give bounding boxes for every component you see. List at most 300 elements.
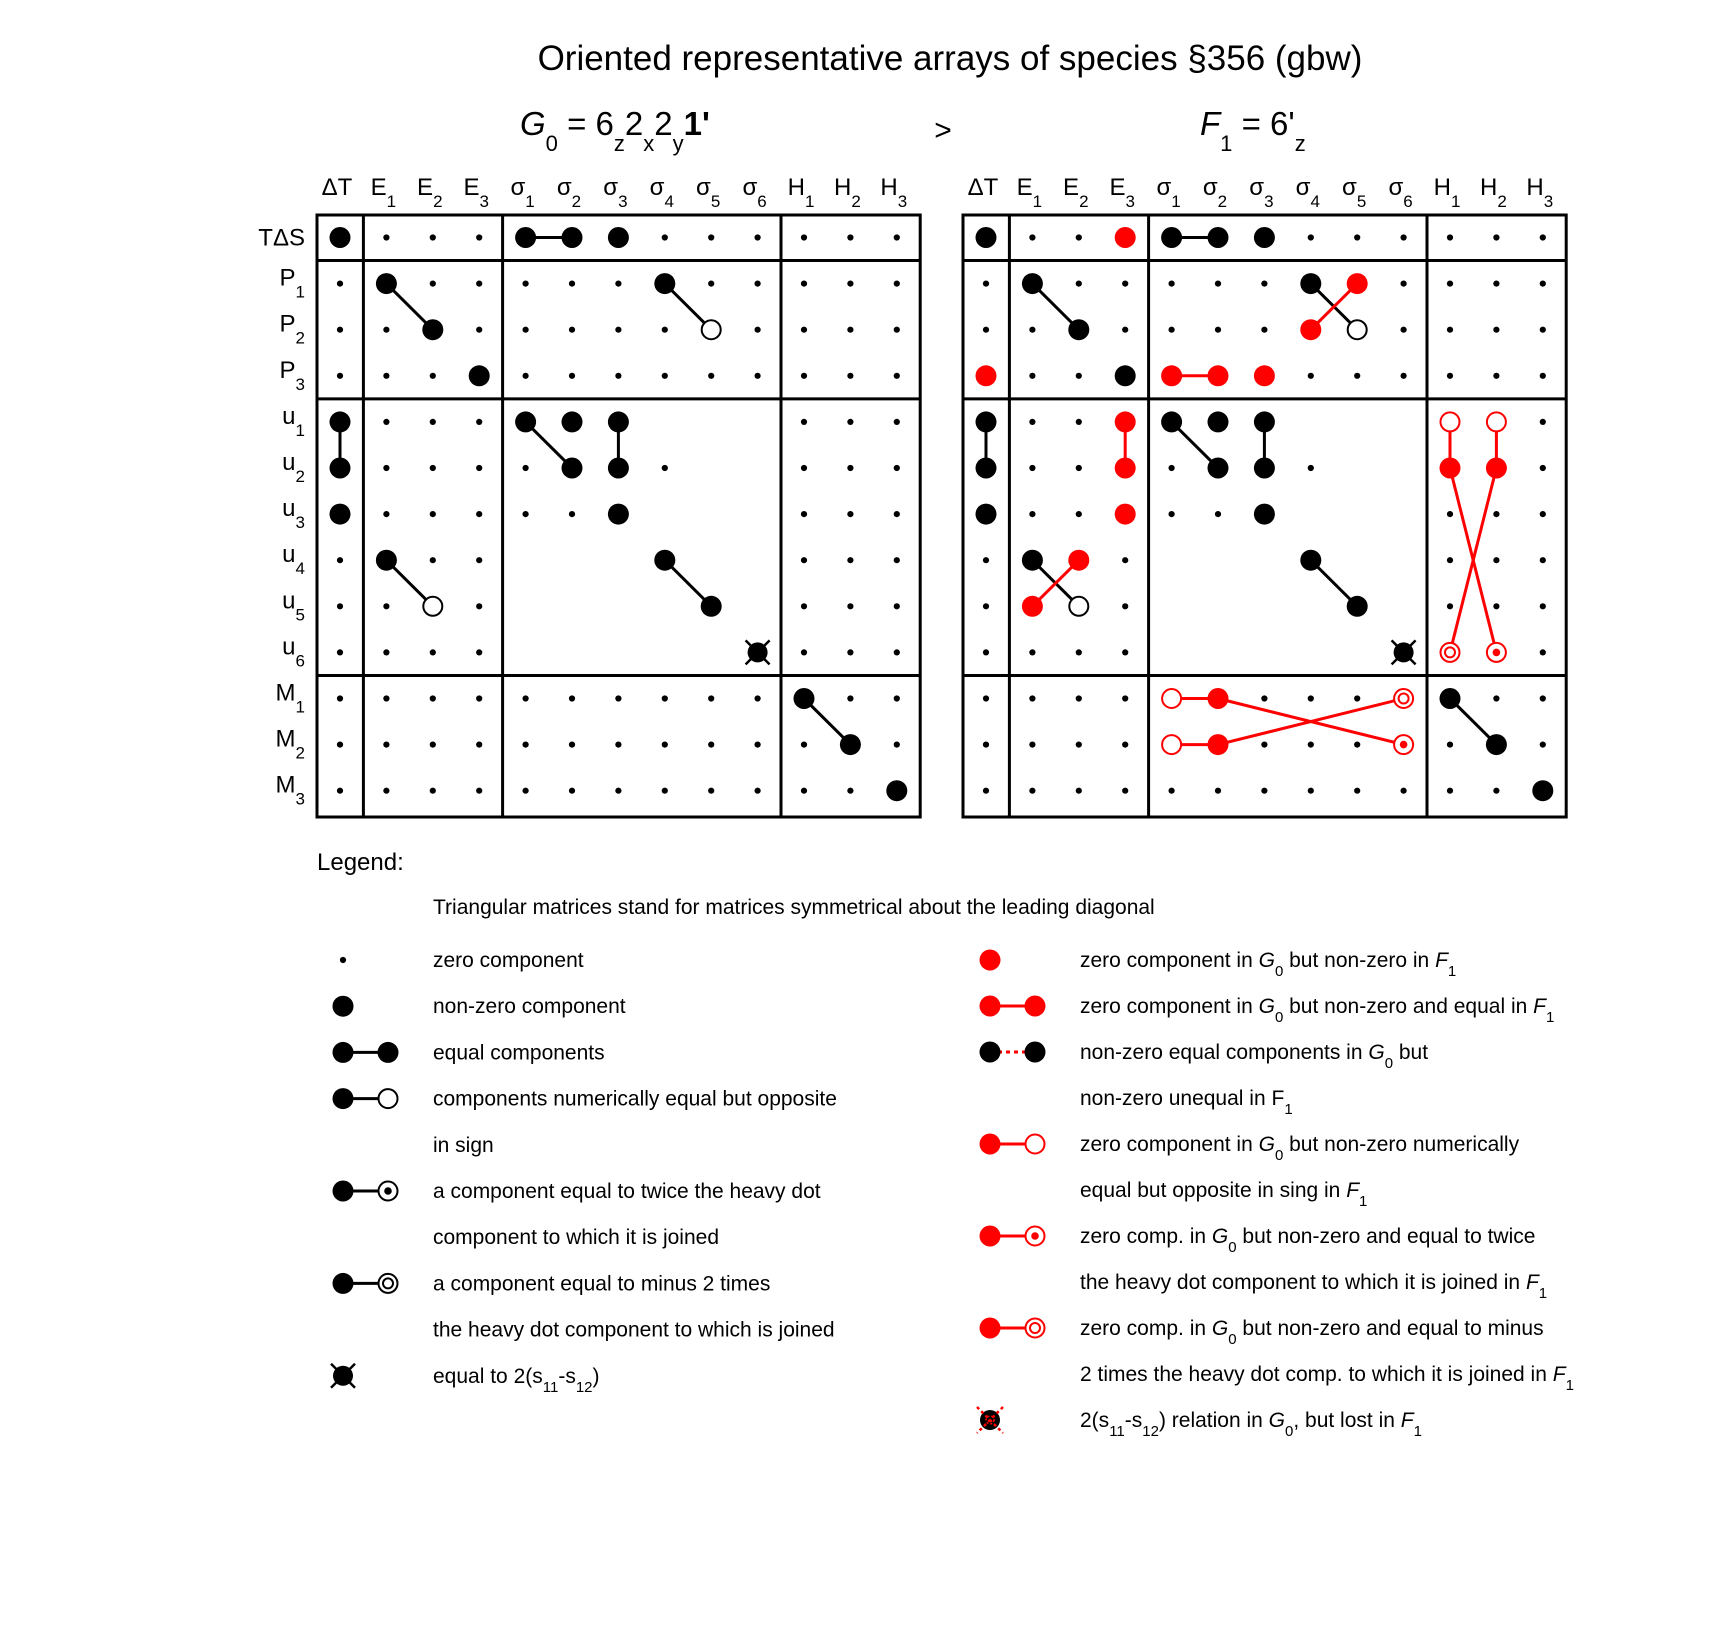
heavy-dot xyxy=(1254,411,1275,432)
legend-text-right-6: zero comp. in $G_0$ but non-zero and equal to twice xyxy=(1080,1225,1536,1256)
heading-g-s3: y xyxy=(672,131,684,156)
heavy-dot xyxy=(1161,411,1182,432)
zero-dot xyxy=(1076,788,1082,794)
row-label-5: $u_2$ xyxy=(282,449,305,486)
heavy-dot xyxy=(976,227,997,248)
legend-item-red-equal xyxy=(980,995,1555,1026)
heavy-dot xyxy=(654,273,675,294)
figure-title: Oriented representative arrays of species §356 (gbw) xyxy=(537,39,1363,78)
zero-dot xyxy=(476,649,482,655)
heavy-dot xyxy=(1115,365,1136,386)
open-dot xyxy=(1487,412,1506,431)
heavy-dot xyxy=(1068,319,1089,340)
heading-g-bold: 1' xyxy=(683,105,710,142)
panel-left-heading xyxy=(520,105,710,156)
zero-dot xyxy=(430,234,436,240)
legend-item-cross xyxy=(331,1364,600,1396)
zero-dot xyxy=(801,234,807,240)
legend-text-right-0: zero component in $G_0$ but non-zero in $F_1$ xyxy=(1080,949,1457,980)
heavy-dot xyxy=(980,1318,1001,1339)
legend-text-right-5: equal but opposite in sing in $F_1$ xyxy=(1080,1179,1368,1210)
zero-dot xyxy=(523,281,529,287)
zero-dot xyxy=(983,557,989,563)
col-label-right-4: $\sigma_1$ xyxy=(1156,174,1181,211)
legend-text-right-3: non-zero unequal in $F_1$ xyxy=(1080,1087,1293,1118)
heavy-dot xyxy=(840,734,861,755)
col-label-right-2: $E_2$ xyxy=(1063,174,1089,211)
col-label-left-7: $\sigma_4$ xyxy=(649,174,674,211)
open-dot xyxy=(1441,412,1460,431)
heavy-dot xyxy=(886,780,907,801)
heavy-dot xyxy=(1161,365,1182,386)
zero-dot xyxy=(1493,234,1499,240)
zero-dot xyxy=(523,465,529,471)
zero-dot xyxy=(1215,788,1221,794)
col-label-right-12: $H_3$ xyxy=(1526,174,1554,211)
heading-g-eq: = 6 xyxy=(557,105,614,142)
zero-dot xyxy=(1540,511,1546,517)
zero-dot xyxy=(476,281,482,287)
zero-dot xyxy=(1354,788,1360,794)
col-label-left-12: $H_3$ xyxy=(880,174,908,211)
col-label-left-11: $H_2$ xyxy=(833,174,861,211)
heading-f-symbol: F xyxy=(1200,105,1221,142)
heavy-dot xyxy=(1440,458,1461,479)
zero-dot xyxy=(1261,327,1267,333)
legend-text-left-0: zero component xyxy=(433,949,584,972)
heavy-dot xyxy=(1532,780,1553,801)
zero-dot xyxy=(1076,234,1082,240)
legend-item-twice xyxy=(333,1180,821,1203)
legend-right-column xyxy=(977,949,1574,1440)
zero-dot xyxy=(337,557,343,563)
zero-dot xyxy=(662,695,668,701)
zero-dot xyxy=(1076,695,1082,701)
heavy-dot xyxy=(976,411,997,432)
heavy-dot xyxy=(333,1181,354,1202)
zero-dot xyxy=(430,465,436,471)
zero-dot xyxy=(1029,649,1035,655)
zero-dot xyxy=(1029,327,1035,333)
zero-dot xyxy=(894,511,900,517)
heavy-dot xyxy=(1022,596,1043,617)
zero-dot xyxy=(1029,465,1035,471)
zero-dot xyxy=(1076,742,1082,748)
zero-dot xyxy=(847,557,853,563)
legend-item-lost-cross xyxy=(977,1407,1422,1440)
zero-dot xyxy=(615,742,621,748)
zero-dot xyxy=(476,234,482,240)
heavy-dot xyxy=(1115,411,1136,432)
zero-dot xyxy=(894,465,900,471)
heavy-dot xyxy=(1208,411,1229,432)
heavy-dot xyxy=(976,365,997,386)
heavy-dot xyxy=(515,227,536,248)
zero-dot xyxy=(801,557,807,563)
zero-dot xyxy=(1122,695,1128,701)
zero-dot xyxy=(983,695,989,701)
zero-dot xyxy=(1540,419,1546,425)
zero-dot xyxy=(1122,327,1128,333)
zero-dot xyxy=(340,957,346,963)
legend-item-none xyxy=(1080,1087,1293,1118)
open-dot xyxy=(423,597,442,616)
zero-dot xyxy=(1308,695,1314,701)
zero-dot xyxy=(476,603,482,609)
col-label-right-11: $H_2$ xyxy=(1479,174,1507,211)
heavy-dot xyxy=(1208,458,1229,479)
zero-dot xyxy=(801,649,807,655)
zero-dot xyxy=(569,281,575,287)
zero-dot xyxy=(569,373,575,379)
zero-dot xyxy=(708,373,714,379)
zero-dot xyxy=(523,788,529,794)
zero-dot xyxy=(1540,465,1546,471)
legend-text-left-2: equal components xyxy=(433,1041,605,1065)
array-f1 xyxy=(963,174,1566,817)
zero-dot xyxy=(1354,373,1360,379)
heavy-dot xyxy=(333,1273,354,1294)
heavy-dot xyxy=(1022,550,1043,571)
row-label-10: $M_1$ xyxy=(275,679,305,717)
zero-dot xyxy=(708,742,714,748)
zero-dot xyxy=(894,234,900,240)
legend-item-red-twice xyxy=(980,1225,1536,1256)
zero-dot xyxy=(1308,234,1314,240)
legend-item-none xyxy=(433,1134,494,1157)
heading-g-c2: 2 xyxy=(624,105,644,142)
zero-dot xyxy=(1493,327,1499,333)
col-label-right-5: $\sigma_2$ xyxy=(1202,174,1228,211)
zero-dot xyxy=(847,373,853,379)
zero-dot xyxy=(383,788,389,794)
zero-dot xyxy=(1215,511,1221,517)
zero-dot xyxy=(615,281,621,287)
zero-dot xyxy=(1354,742,1360,748)
zero-dot xyxy=(383,603,389,609)
zero-dot xyxy=(894,419,900,425)
heavy-dot xyxy=(1022,273,1043,294)
zero-dot xyxy=(1540,234,1546,240)
zero-dot xyxy=(1122,281,1128,287)
zero-dot xyxy=(1493,511,1499,517)
zero-dot xyxy=(1029,788,1035,794)
zero-dot xyxy=(847,281,853,287)
heavy-dot xyxy=(333,1042,354,1063)
heading-g-c3: 2 xyxy=(654,105,673,142)
zero-dot xyxy=(894,327,900,333)
heavy-dot xyxy=(980,1134,1001,1155)
zero-dot xyxy=(1122,603,1128,609)
heading-g-s2: x xyxy=(643,131,655,156)
zero-dot xyxy=(1308,788,1314,794)
zero-dot xyxy=(1169,281,1175,287)
zero-dot xyxy=(894,373,900,379)
heavy-dot xyxy=(980,996,1001,1017)
zero-dot xyxy=(337,603,343,609)
heavy-dot xyxy=(1347,596,1368,617)
zero-dot xyxy=(708,234,714,240)
zero-dot xyxy=(383,649,389,655)
open-dot xyxy=(1026,1135,1045,1154)
zero-dot xyxy=(847,465,853,471)
zero-dot xyxy=(1447,281,1453,287)
heavy-dot xyxy=(330,411,351,432)
zero-dot xyxy=(662,327,668,333)
col-label-left-5: $\sigma_2$ xyxy=(556,174,582,211)
zero-dot xyxy=(1169,327,1175,333)
heavy-dot xyxy=(608,227,629,248)
col-label-left-2: $E_2$ xyxy=(417,174,443,211)
legend-item-none xyxy=(1080,1363,1574,1394)
zero-dot xyxy=(1401,281,1407,287)
zero-dot xyxy=(983,281,989,287)
heavy-dot xyxy=(1254,365,1275,386)
array-g0 xyxy=(258,174,920,817)
zero-dot xyxy=(337,373,343,379)
zero-dot xyxy=(755,234,761,240)
open-dot xyxy=(1162,735,1181,754)
zero-dot xyxy=(755,373,761,379)
open-dot xyxy=(1162,689,1181,708)
zero-dot xyxy=(383,234,389,240)
heavy-dot xyxy=(1300,273,1321,294)
legend-item-minus2 xyxy=(333,1272,771,1295)
zero-dot xyxy=(1029,373,1035,379)
zero-dot xyxy=(1076,281,1082,287)
zero-dot xyxy=(476,695,482,701)
zero-dot xyxy=(1076,649,1082,655)
row-label-9: $u_6$ xyxy=(282,633,305,671)
heavy-dot xyxy=(608,458,629,479)
zero-dot xyxy=(337,695,343,701)
ring-dot xyxy=(1394,689,1413,708)
zero-dot xyxy=(847,603,853,609)
zero-dot xyxy=(1540,603,1546,609)
heavy-dot xyxy=(330,504,351,525)
zero-dot xyxy=(383,373,389,379)
zero-dot xyxy=(1076,511,1082,517)
legend-item-none xyxy=(1080,1271,1547,1302)
zero-dot xyxy=(755,327,761,333)
zero-dot xyxy=(1308,373,1314,379)
legend-text-left-3: components numerically equal but opposite xyxy=(433,1087,837,1111)
zero-dot xyxy=(1029,511,1035,517)
zero-dot xyxy=(801,603,807,609)
zero-dot xyxy=(662,234,668,240)
heading-f-sub: 1 xyxy=(1220,131,1233,156)
zero-dot xyxy=(1447,234,1453,240)
heavy-dot xyxy=(515,411,536,432)
heavy-dot xyxy=(608,504,629,525)
zero-dot xyxy=(894,557,900,563)
zero-dot xyxy=(383,419,389,425)
heavy-dot xyxy=(1208,734,1229,755)
col-label-left-1: $E_1$ xyxy=(370,174,397,211)
zero-dot xyxy=(430,511,436,517)
legend-text-right-9: 2 times the heavy dot comp. to which it is joined in $F_1$ xyxy=(1080,1363,1574,1394)
legend-note: Triangular matrices stand for matrices symmetrical about the leading diagonal xyxy=(433,896,1155,919)
zero-dot xyxy=(523,695,529,701)
row-label-12: $M_3$ xyxy=(275,771,305,809)
legend-title: Legend: xyxy=(317,849,404,876)
open-dot xyxy=(702,320,721,339)
row-label-4: $u_1$ xyxy=(282,402,305,440)
row-label-7: $u_4$ xyxy=(282,541,305,579)
zero-dot xyxy=(1261,742,1267,748)
zero-dot xyxy=(1308,465,1314,471)
zero-dot xyxy=(847,695,853,701)
zero-dot xyxy=(708,695,714,701)
row-label-2: $P_2$ xyxy=(279,310,305,348)
row-label-1: $P_1$ xyxy=(279,264,305,302)
zero-dot xyxy=(523,742,529,748)
zero-dot xyxy=(523,327,529,333)
row-label-0: TΔS xyxy=(258,224,305,252)
zero-dot xyxy=(1215,327,1221,333)
heavy-dot xyxy=(333,996,354,1017)
zero-dot xyxy=(1029,234,1035,240)
zero-dot xyxy=(1540,695,1546,701)
heavy-dot xyxy=(378,1042,399,1063)
zero-dot xyxy=(1447,603,1453,609)
zero-dot xyxy=(1169,788,1175,794)
zero-dot xyxy=(1261,695,1267,701)
zero-dot xyxy=(1076,373,1082,379)
heavy-dot xyxy=(562,458,583,479)
zero-dot xyxy=(383,695,389,701)
dotted-circle-center xyxy=(1031,1232,1039,1240)
zero-dot xyxy=(755,788,761,794)
zero-dot xyxy=(983,788,989,794)
legend-item-none xyxy=(433,1226,719,1249)
zero-dot xyxy=(615,788,621,794)
open-dot xyxy=(1069,597,1088,616)
legend-text-right-2: non-zero equal components in $G_0$ but xyxy=(1080,1041,1429,1072)
legend-text-left-6: component to which it is joined xyxy=(433,1226,719,1250)
zero-dot xyxy=(1540,742,1546,748)
heavy-dot xyxy=(376,273,397,294)
zero-dot xyxy=(1029,695,1035,701)
zero-dot xyxy=(1447,742,1453,748)
zero-dot xyxy=(894,603,900,609)
heavy-dot xyxy=(1115,227,1136,248)
zero-dot xyxy=(1308,742,1314,748)
zero-dot xyxy=(337,281,343,287)
zero-dot xyxy=(476,511,482,517)
dotted-circle-center xyxy=(1493,649,1501,657)
zero-dot xyxy=(476,465,482,471)
heavy-dot xyxy=(980,1042,1001,1063)
panel-right-heading xyxy=(1200,105,1306,156)
zero-dot xyxy=(662,465,668,471)
zero-dot xyxy=(1447,327,1453,333)
zero-dot xyxy=(847,419,853,425)
col-label-left-0: ΔT xyxy=(321,174,353,201)
zero-dot xyxy=(430,649,436,655)
legend-text-left-5: a component equal to twice the heavy dot xyxy=(433,1180,821,1203)
heavy-dot xyxy=(1300,550,1321,571)
zero-dot xyxy=(1076,419,1082,425)
zero-dot xyxy=(1447,511,1453,517)
col-label-left-9: $\sigma_6$ xyxy=(742,174,767,211)
zero-dot xyxy=(1401,234,1407,240)
zero-dot xyxy=(755,742,761,748)
heavy-dot xyxy=(1025,996,1046,1017)
zero-dot xyxy=(894,742,900,748)
zero-dot xyxy=(708,281,714,287)
col-label-left-6: $\sigma_3$ xyxy=(603,174,628,211)
heavy-dot xyxy=(562,411,583,432)
zero-dot xyxy=(1401,373,1407,379)
zero-dot xyxy=(983,649,989,655)
col-label-right-8: $\sigma_5$ xyxy=(1342,174,1367,211)
zero-dot xyxy=(983,742,989,748)
zero-dot xyxy=(1215,281,1221,287)
zero-dot xyxy=(383,327,389,333)
zero-dot xyxy=(1122,649,1128,655)
col-label-right-3: $E_3$ xyxy=(1109,174,1135,211)
col-label-left-8: $\sigma_5$ xyxy=(696,174,721,211)
zero-dot xyxy=(847,788,853,794)
zero-dot xyxy=(983,603,989,609)
zero-dot xyxy=(1029,742,1035,748)
heavy-dot xyxy=(701,596,722,617)
row-label-8: $u_5$ xyxy=(282,587,305,625)
heavy-dot xyxy=(976,458,997,479)
zero-dot xyxy=(430,742,436,748)
legend-item-red-opposite xyxy=(980,1133,1520,1164)
zero-dot xyxy=(569,511,575,517)
ring-dot xyxy=(1026,1319,1045,1338)
zero-dot xyxy=(847,327,853,333)
legend-text-left-9: equal to $2(s_{11}-s_{12})$ xyxy=(433,1364,600,1396)
zero-dot xyxy=(662,373,668,379)
zero-dot xyxy=(662,742,668,748)
heavy-dot xyxy=(330,227,351,248)
zero-dot xyxy=(569,695,575,701)
zero-dot xyxy=(1076,465,1082,471)
heading-f-eq: = 6' xyxy=(1232,105,1295,142)
open-dot xyxy=(1348,320,1367,339)
legend-item-none xyxy=(433,1319,835,1342)
dotted-circle-center xyxy=(384,1187,392,1195)
zero-dot xyxy=(1447,557,1453,563)
zero-dot xyxy=(430,281,436,287)
legend-item-zero xyxy=(340,949,584,972)
row-label-6: $u_3$ xyxy=(282,495,305,533)
legend-text-right-1: zero component in $G_0$ but non-zero and equal in $F_1$ xyxy=(1080,995,1555,1026)
heavy-dot xyxy=(1115,504,1136,525)
legend-text-right-8: zero comp. in $G_0$ but non-zero and equal to minus xyxy=(1080,1317,1544,1348)
heavy-dot xyxy=(1208,688,1229,709)
heading-g-sub: 0 xyxy=(545,131,558,156)
legend-item-red-dot xyxy=(980,949,1457,980)
row-label-11: $M_2$ xyxy=(275,725,305,763)
zero-dot xyxy=(1493,557,1499,563)
zero-dot xyxy=(894,695,900,701)
heavy-dot xyxy=(980,1226,1001,1247)
zero-dot xyxy=(476,742,482,748)
legend-item-heavy xyxy=(333,995,626,1018)
heading-g-s1: z xyxy=(613,131,625,156)
heading-f-s1: z xyxy=(1294,131,1306,156)
col-label-left-10: $H_1$ xyxy=(787,174,815,211)
zero-dot xyxy=(1493,695,1499,701)
zero-dot xyxy=(755,695,761,701)
zero-dot xyxy=(569,742,575,748)
col-label-right-10: $H_1$ xyxy=(1433,174,1461,211)
